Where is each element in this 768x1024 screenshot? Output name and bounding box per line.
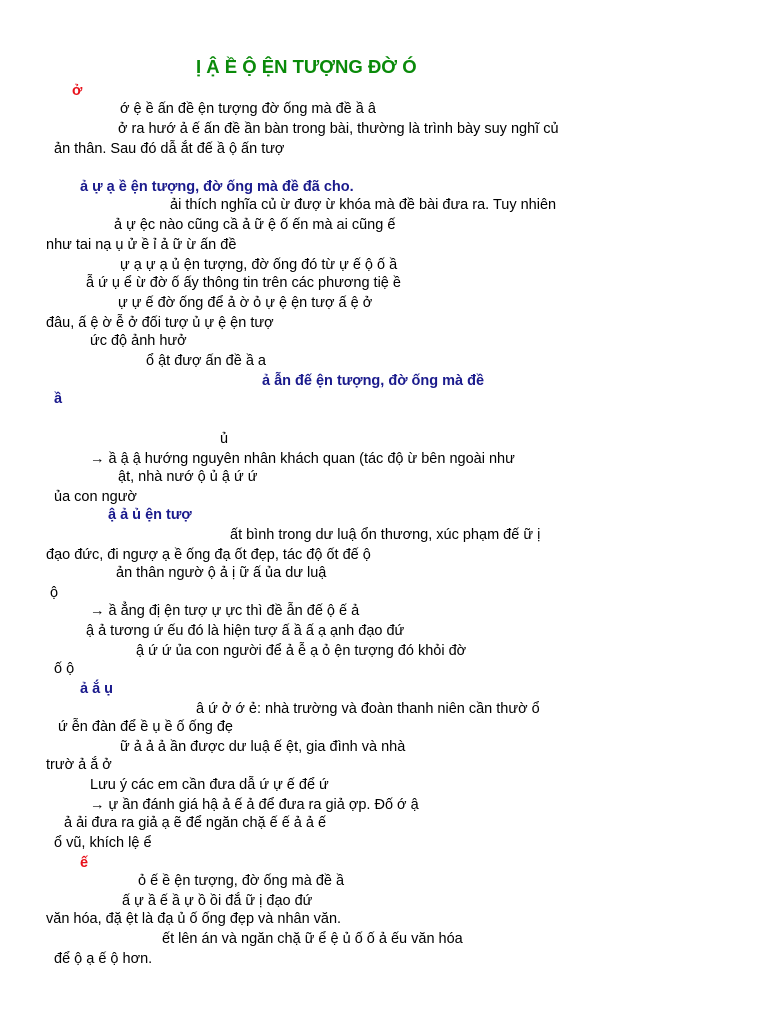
- paragraph-line: → ự ần đánh giá hậ ả ế ả để đưa ra giả ợp. Đố ớ ậ: [90, 797, 419, 813]
- paragraph-line: ữ ả ả ả ần được dư luậ ế ệt, gia đình và nhà: [120, 739, 406, 755]
- paragraph-line: → ầ ẳng đị ện tượ ự ực thì đề ẫn đế ộ ế ả: [90, 603, 360, 619]
- section-heading-4: ả ắ ụ: [80, 681, 114, 697]
- paragraph-line: ở ra hướ ả ế ấn đề ần bàn trong bài, thường là trình bày suy nghĩ củ: [118, 121, 559, 137]
- paragraph-line: ả ự ệc nào cũng cầ ả ữ ệ ố ến mà ai cũng ế: [114, 217, 396, 233]
- paragraph-line: ậ ứ ứ ủa con người để ả ễ ạ ỏ ện tượng đó khỏi đờ: [136, 643, 467, 659]
- section-heading-conclusion: ế: [80, 855, 89, 871]
- paragraph-line: văn hóa, đặ ệt là đạ ủ ố ống đẹp và nhân văn.: [46, 911, 342, 927]
- paragraph-line: ật, nhà nướ ộ ủ ậ ứ ứ: [118, 469, 258, 485]
- paragraph-line: trườ ả ắ ở: [46, 757, 112, 773]
- paragraph-line: → ầ ậ ậ hướng nguyên nhân khách quan (tác độ ừ bên ngoài như: [90, 451, 515, 467]
- document-title: Ị Ậ Ề Ộ ỆN TƯỢNG ĐỜ Ó: [196, 56, 417, 77]
- section-heading-1: ả ự ạ ề ện tượng, đờ ống mà đề đã cho.: [80, 179, 354, 195]
- paragraph-line: â ứ ở ớ ẻ: nhà trường và đoàn thanh niên cần thườ ổ: [196, 701, 540, 717]
- paragraph-line: như tai nạ ụ ử ề ỉ ả ữ ừ ấn đề: [46, 237, 237, 253]
- paragraph-line: ản thân. Sau đó dẫ ắt đế ầ ộ ấn tượ: [54, 141, 285, 157]
- paragraph-line: ố ộ: [54, 661, 75, 677]
- paragraph-line: ết lên án và ngăn chặ ữ ể ệ ủ ố ố ả ếu văn hóa: [162, 931, 463, 947]
- paragraph-line: ự ạ ự ạ ủ ện tượng, đờ ống đó từ ự ế ộ ố ầ: [120, 257, 398, 273]
- paragraph-line: ộ: [50, 585, 59, 601]
- paragraph-line: ỏ ế ề ện tượng, đờ ống mà đề ầ: [138, 873, 345, 889]
- paragraph-line: ả ải đưa ra giả ạ ẽ để ngăn chặ ế ế ả ả ế: [64, 815, 327, 831]
- paragraph-line: ấ ự ầ ế ầ ự ồ ồi đắ ữ ị đạo đứ: [122, 893, 313, 909]
- section-heading-3: ậ ả ủ ện tượ: [108, 507, 192, 523]
- section-heading-intro: ở: [72, 83, 83, 99]
- paragraph-line: ải thích nghĩa củ ừ đượ ừ khóa mà đề bài đưa ra. Tuy nhiên: [170, 197, 557, 213]
- paragraph-line: ất bình trong dư luậ ổn thương, xúc phạm đế ữ ị: [230, 527, 541, 543]
- paragraph-line: ủa con ngườ: [54, 489, 137, 505]
- paragraph-line: ậ ả tương ứ ếu đó là hiện tượ ấ ầ ấ ạ ạnh đạo đứ: [86, 623, 405, 639]
- paragraph-line: ẫ ứ ụ ể ừ đờ ố ấy thông tin trên các phương tiệ ề: [86, 275, 401, 291]
- paragraph-line: ớ ệ ề ấn đề ện tượng đờ ống mà đề ầ â: [120, 101, 376, 117]
- paragraph-line: đâu, ấ ệ ờ ễ ở đối tượ ủ ự ệ ện tượ: [46, 315, 274, 331]
- paragraph-line: ủ: [220, 431, 229, 447]
- paragraph-line: ức độ ảnh hưở: [90, 333, 187, 349]
- paragraph-line: ổ ật đượ ấn đề ầ a: [146, 353, 266, 369]
- section-heading-2: ả ẫn đế ện tượng, đờ ống mà đề: [262, 373, 485, 389]
- paragraph-line: ự ự ế đờ ống để ả ờ ỏ ự ệ ện tượ ấ ệ ở: [118, 295, 373, 311]
- paragraph-line: ứ ễn đàn để ề ụ ề ố ống đẹ: [58, 719, 233, 735]
- paragraph-line: đạo đức, đi ngượ ạ ề ống đạ ốt đẹp, tác độ ốt đế ộ: [46, 547, 371, 563]
- paragraph-line: ổ vũ, khích lệ ể: [54, 835, 152, 851]
- paragraph-line: ản thân ngườ ộ ả ị ữ ấ ủa dư luậ: [116, 565, 327, 581]
- paragraph-line: để ộ ạ ế ộ hơn.: [54, 951, 153, 967]
- section-heading-2-cont: ầ: [54, 391, 63, 407]
- paragraph-line: Lưu ý các em cần đưa dẫ ứ ự ế để ứ: [90, 777, 329, 793]
